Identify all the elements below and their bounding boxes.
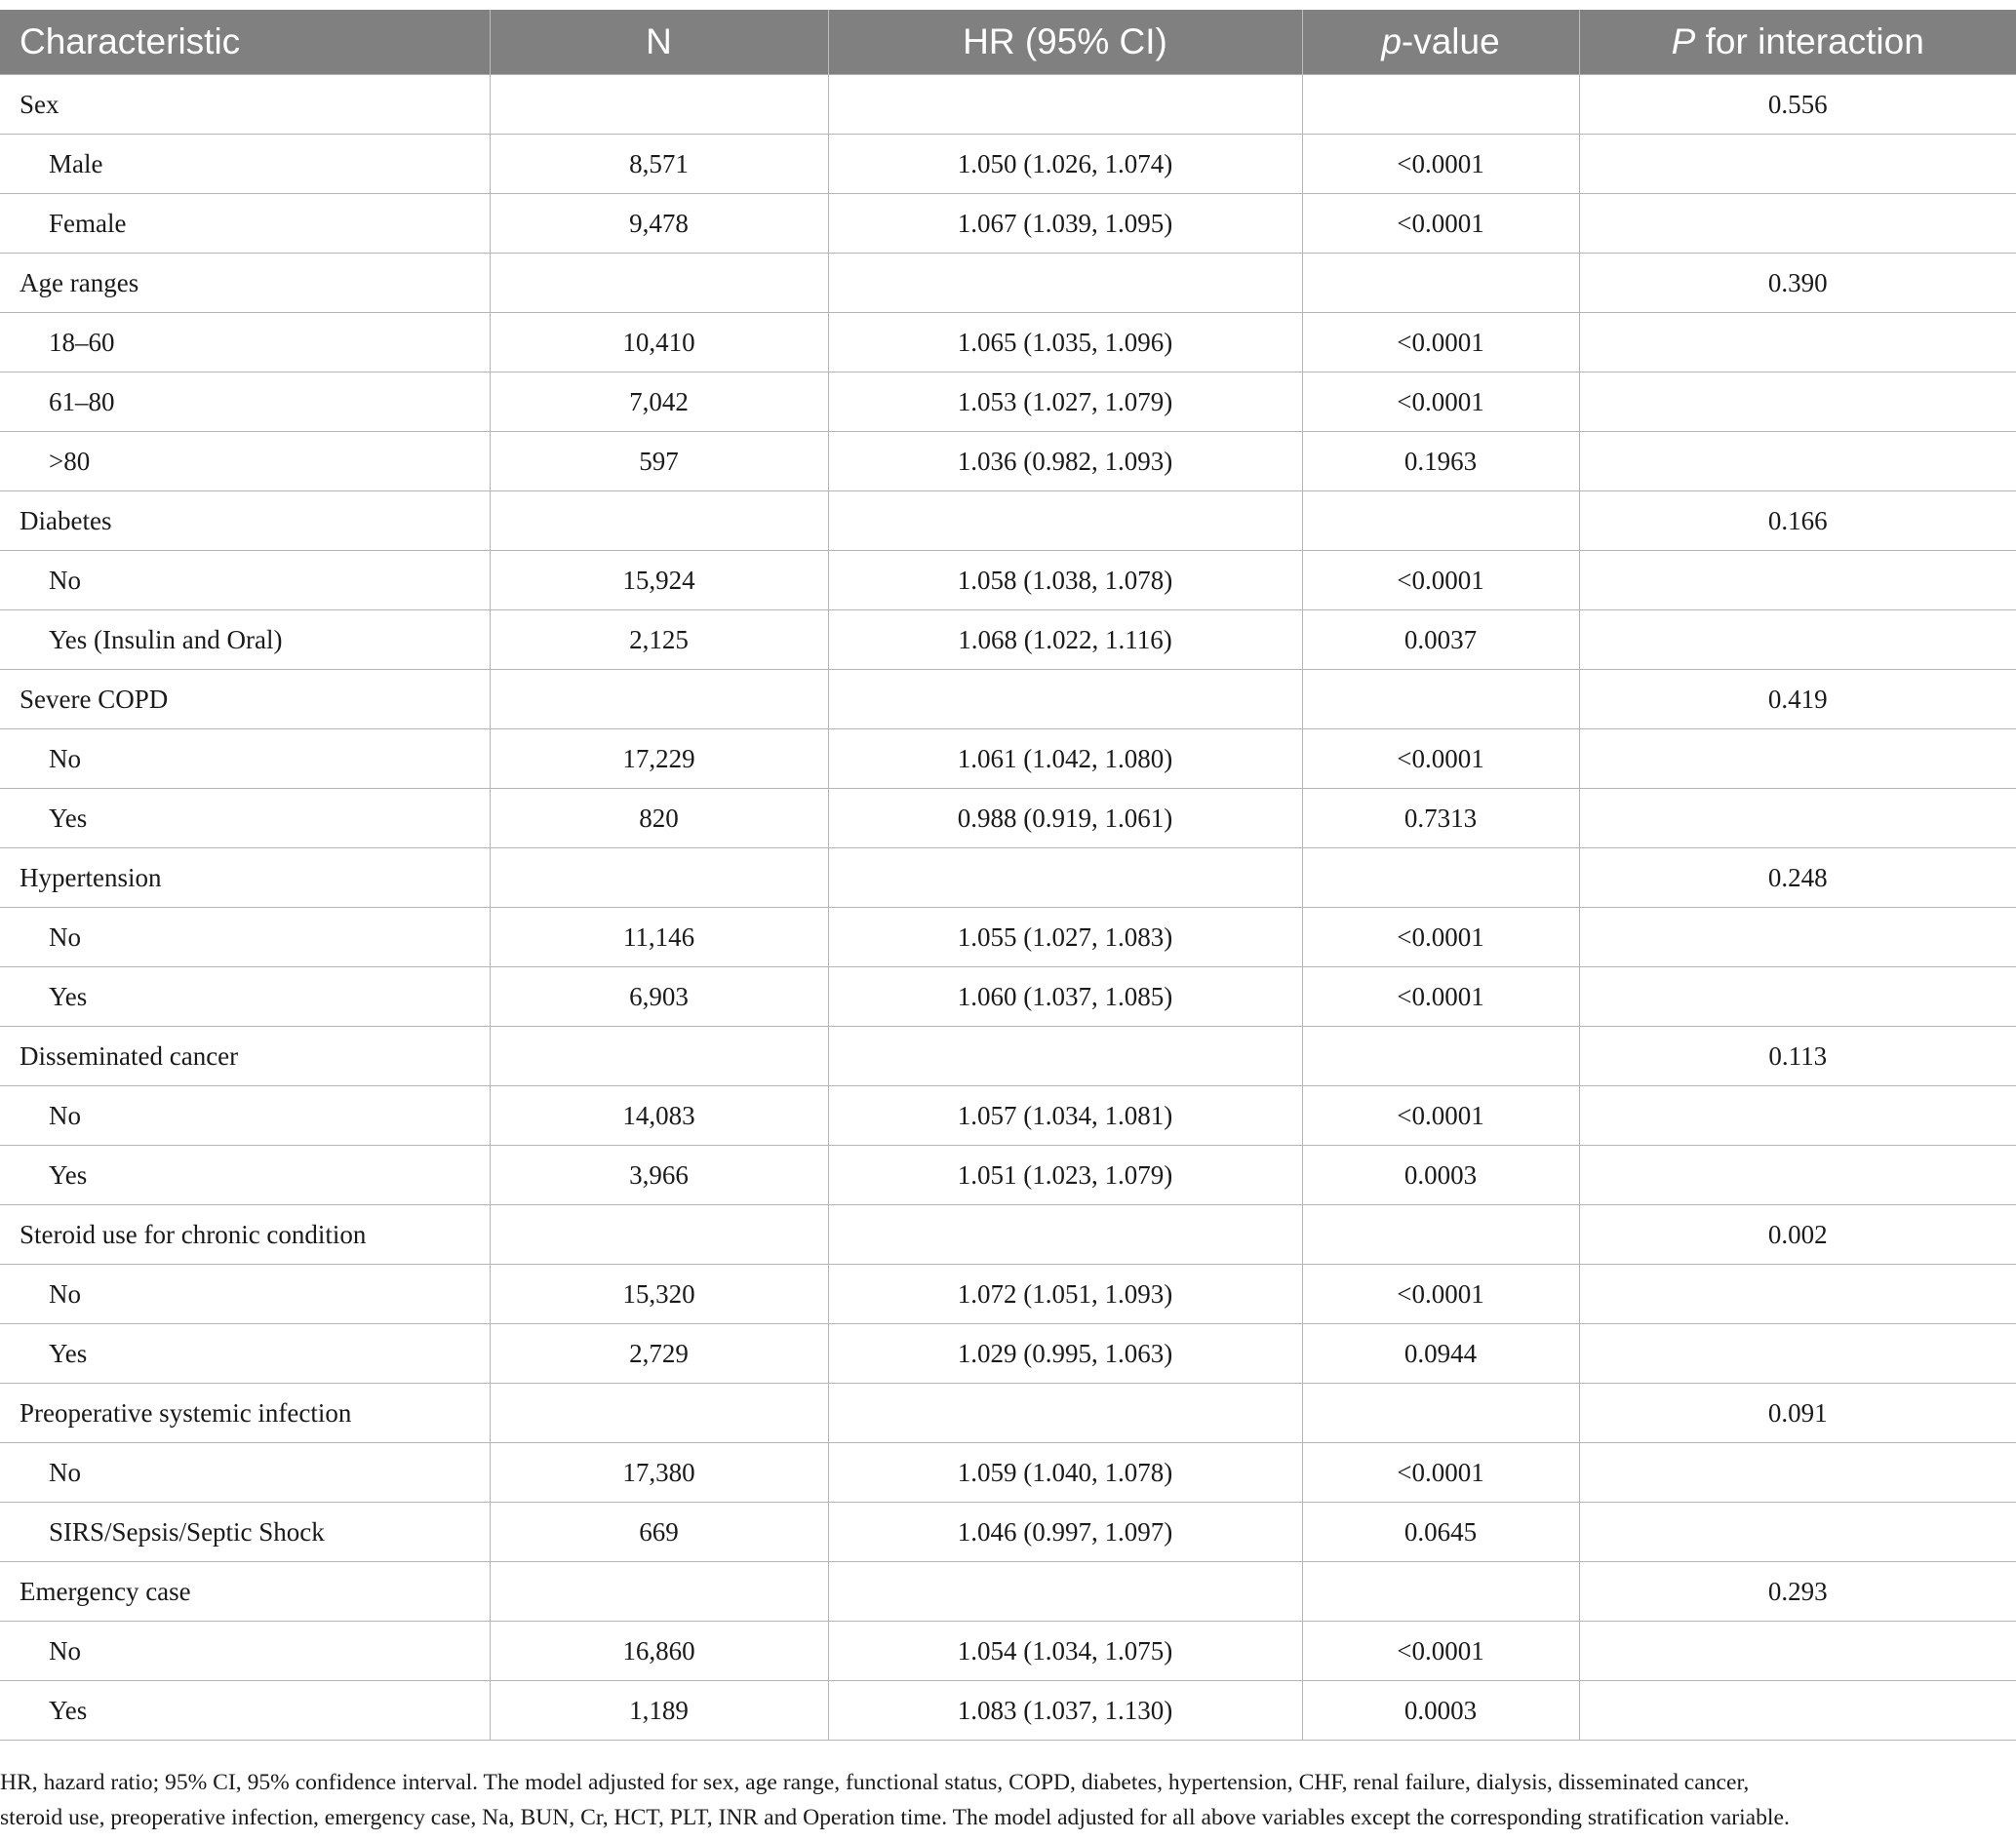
cell-p-interaction: 0.091 <box>1579 1384 2016 1443</box>
cell-p-value: <0.0001 <box>1302 1622 1579 1681</box>
cell-n: 8,571 <box>490 135 828 194</box>
cell-p-value: 0.0037 <box>1302 610 1579 670</box>
table-row-group <box>0 1562 2016 1622</box>
table-row-group <box>0 75 2016 135</box>
cell-characteristic: Female <box>0 194 490 254</box>
footnote-line-1: HR, hazard ratio; 95% CI, 95% confidence interval. The model adjusted for sex, age range, functional status, COPD, diabetes, hypertension, CHF, renal failure, dialysis, disseminated cancer, <box>0 1770 1750 1795</box>
cell-p-interaction <box>1579 194 2016 254</box>
cell-characteristic: SIRS/Sepsis/Septic Shock <box>0 1503 490 1562</box>
cell-p-value: <0.0001 <box>1302 1086 1579 1146</box>
cell-hr <box>828 848 1302 908</box>
cell-hr: 1.029 (0.995, 1.063) <box>828 1324 1302 1384</box>
table-row-subgroup <box>0 1146 2016 1205</box>
cell-hr: 1.059 (1.040, 1.078) <box>828 1443 1302 1503</box>
cell-p-interaction <box>1579 1443 2016 1503</box>
cell-characteristic: No <box>0 1443 490 1503</box>
cell-characteristic: No <box>0 1622 490 1681</box>
results-table-container <box>0 10 2016 1741</box>
header-n: N <box>490 10 828 75</box>
cell-n: 669 <box>490 1503 828 1562</box>
cell-n: 15,924 <box>490 551 828 610</box>
table-row-subgroup <box>0 967 2016 1027</box>
table-row-group <box>0 1384 2016 1443</box>
cell-n <box>490 1384 828 1443</box>
table-header-row <box>0 10 2016 75</box>
table-row-group <box>0 491 2016 551</box>
header-p-interaction-italic: P <box>1671 21 1696 61</box>
cell-p-interaction <box>1579 372 2016 432</box>
table-row-subgroup <box>0 1622 2016 1681</box>
cell-p-interaction <box>1579 1622 2016 1681</box>
cell-p-value: 0.0944 <box>1302 1324 1579 1384</box>
table-row-subgroup <box>0 1265 2016 1324</box>
cell-p-interaction <box>1579 432 2016 491</box>
cell-characteristic: Sex <box>0 75 490 135</box>
cell-n: 17,380 <box>490 1443 828 1503</box>
cell-hr <box>828 1027 1302 1086</box>
cell-p-value: <0.0001 <box>1302 729 1579 789</box>
cell-hr <box>828 670 1302 729</box>
header-p-interaction <box>1579 10 2016 75</box>
cell-characteristic: Yes <box>0 789 490 848</box>
table-row-subgroup <box>0 789 2016 848</box>
cell-p-interaction: 0.248 <box>1579 848 2016 908</box>
cell-p-value <box>1302 1562 1579 1622</box>
header-p-value-italic: p <box>1381 21 1402 61</box>
cell-p-value: 0.0645 <box>1302 1503 1579 1562</box>
cell-p-value: <0.0001 <box>1302 313 1579 372</box>
cell-hr: 1.061 (1.042, 1.080) <box>828 729 1302 789</box>
cell-hr: 1.051 (1.023, 1.079) <box>828 1146 1302 1205</box>
table-row-subgroup <box>0 135 2016 194</box>
cell-n: 16,860 <box>490 1622 828 1681</box>
subgroup-hr-table <box>0 10 2016 1741</box>
cell-n: 1,189 <box>490 1681 828 1741</box>
cell-characteristic: 61–80 <box>0 372 490 432</box>
cell-p-value <box>1302 75 1579 135</box>
cell-characteristic: No <box>0 729 490 789</box>
table-row-subgroup <box>0 908 2016 967</box>
cell-p-value: 0.7313 <box>1302 789 1579 848</box>
table-row-group <box>0 1027 2016 1086</box>
cell-hr: 1.046 (0.997, 1.097) <box>828 1503 1302 1562</box>
cell-n: 2,729 <box>490 1324 828 1384</box>
table-row-subgroup <box>0 1086 2016 1146</box>
cell-p-value: <0.0001 <box>1302 135 1579 194</box>
cell-characteristic: Age ranges <box>0 254 490 313</box>
cell-p-interaction <box>1579 1265 2016 1324</box>
table-footnote <box>0 1765 2009 1835</box>
cell-p-value: 0.0003 <box>1302 1681 1579 1741</box>
cell-hr <box>828 1562 1302 1622</box>
cell-p-value <box>1302 1205 1579 1265</box>
cell-p-interaction <box>1579 313 2016 372</box>
cell-p-interaction: 0.002 <box>1579 1205 2016 1265</box>
cell-characteristic: Disseminated cancer <box>0 1027 490 1086</box>
cell-p-interaction <box>1579 1086 2016 1146</box>
cell-n: 15,320 <box>490 1265 828 1324</box>
cell-hr: 1.054 (1.034, 1.075) <box>828 1622 1302 1681</box>
cell-n: 820 <box>490 789 828 848</box>
cell-n <box>490 75 828 135</box>
cell-n: 14,083 <box>490 1086 828 1146</box>
cell-n <box>490 848 828 908</box>
cell-n: 2,125 <box>490 610 828 670</box>
cell-n: 11,146 <box>490 908 828 967</box>
cell-p-value: 0.1963 <box>1302 432 1579 491</box>
cell-p-interaction <box>1579 1503 2016 1562</box>
cell-n: 597 <box>490 432 828 491</box>
table-row-group <box>0 254 2016 313</box>
header-hr: HR (95% CI) <box>828 10 1302 75</box>
cell-p-interaction <box>1579 789 2016 848</box>
table-row-subgroup <box>0 432 2016 491</box>
cell-characteristic: Hypertension <box>0 848 490 908</box>
cell-characteristic: No <box>0 1265 490 1324</box>
table-row-group <box>0 670 2016 729</box>
cell-p-value: <0.0001 <box>1302 967 1579 1027</box>
cell-n <box>490 1205 828 1265</box>
cell-hr: 1.036 (0.982, 1.093) <box>828 432 1302 491</box>
cell-p-interaction <box>1579 551 2016 610</box>
cell-hr <box>828 254 1302 313</box>
cell-characteristic: Diabetes <box>0 491 490 551</box>
cell-p-interaction <box>1579 1681 2016 1741</box>
cell-characteristic: No <box>0 1086 490 1146</box>
cell-hr <box>828 491 1302 551</box>
table-row-subgroup <box>0 1681 2016 1741</box>
cell-characteristic: Yes <box>0 1146 490 1205</box>
cell-hr: 0.988 (0.919, 1.061) <box>828 789 1302 848</box>
cell-p-value <box>1302 848 1579 908</box>
cell-p-value <box>1302 491 1579 551</box>
cell-p-interaction <box>1579 1324 2016 1384</box>
footnote-line-2: steroid use, preoperative infection, emergency case, Na, BUN, Cr, HCT, PLT, INR and Operation time. The model adjusted for all above variables except the corresponding stratification variable. <box>0 1805 1790 1830</box>
cell-p-value <box>1302 1384 1579 1443</box>
cell-p-interaction: 0.293 <box>1579 1562 2016 1622</box>
table-row-group <box>0 848 2016 908</box>
cell-hr <box>828 1384 1302 1443</box>
table-row-group <box>0 1205 2016 1265</box>
cell-characteristic: No <box>0 551 490 610</box>
cell-hr: 1.053 (1.027, 1.079) <box>828 372 1302 432</box>
cell-p-value: 0.0003 <box>1302 1146 1579 1205</box>
cell-hr: 1.067 (1.039, 1.095) <box>828 194 1302 254</box>
cell-characteristic: Yes <box>0 1681 490 1741</box>
header-p-value <box>1302 10 1579 75</box>
cell-characteristic: Yes (Insulin and Oral) <box>0 610 490 670</box>
cell-characteristic: No <box>0 908 490 967</box>
header-p-interaction-text: for interaction <box>1695 21 1924 61</box>
cell-p-value <box>1302 670 1579 729</box>
cell-p-interaction <box>1579 1146 2016 1205</box>
cell-p-value: <0.0001 <box>1302 551 1579 610</box>
table-row-subgroup <box>0 1443 2016 1503</box>
cell-hr: 1.055 (1.027, 1.083) <box>828 908 1302 967</box>
cell-hr <box>828 75 1302 135</box>
cell-hr: 1.050 (1.026, 1.074) <box>828 135 1302 194</box>
cell-hr: 1.083 (1.037, 1.130) <box>828 1681 1302 1741</box>
cell-n: 3,966 <box>490 1146 828 1205</box>
cell-n: 9,478 <box>490 194 828 254</box>
cell-characteristic: Yes <box>0 1324 490 1384</box>
cell-p-interaction <box>1579 729 2016 789</box>
cell-p-value: <0.0001 <box>1302 1265 1579 1324</box>
cell-p-value: <0.0001 <box>1302 1443 1579 1503</box>
cell-hr <box>828 1205 1302 1265</box>
cell-p-interaction: 0.419 <box>1579 670 2016 729</box>
cell-hr: 1.068 (1.022, 1.116) <box>828 610 1302 670</box>
cell-hr: 1.072 (1.051, 1.093) <box>828 1265 1302 1324</box>
cell-n <box>490 254 828 313</box>
cell-p-interaction: 0.556 <box>1579 75 2016 135</box>
cell-n <box>490 670 828 729</box>
cell-characteristic: Severe COPD <box>0 670 490 729</box>
table-row-subgroup <box>0 729 2016 789</box>
cell-characteristic: >80 <box>0 432 490 491</box>
cell-n <box>490 1027 828 1086</box>
header-characteristic: Characteristic <box>0 10 490 75</box>
table-row-subgroup <box>0 313 2016 372</box>
cell-n: 10,410 <box>490 313 828 372</box>
cell-hr: 1.057 (1.034, 1.081) <box>828 1086 1302 1146</box>
cell-p-value: <0.0001 <box>1302 908 1579 967</box>
cell-p-interaction: 0.166 <box>1579 491 2016 551</box>
cell-characteristic: Male <box>0 135 490 194</box>
table-row-subgroup <box>0 194 2016 254</box>
cell-p-interaction <box>1579 967 2016 1027</box>
cell-n: 7,042 <box>490 372 828 432</box>
cell-p-interaction: 0.113 <box>1579 1027 2016 1086</box>
cell-p-value: <0.0001 <box>1302 194 1579 254</box>
cell-hr: 1.060 (1.037, 1.085) <box>828 967 1302 1027</box>
cell-n <box>490 491 828 551</box>
table-row-subgroup <box>0 1503 2016 1562</box>
cell-n: 6,903 <box>490 967 828 1027</box>
cell-characteristic: Steroid use for chronic condition <box>0 1205 490 1265</box>
cell-p-interaction <box>1579 610 2016 670</box>
cell-p-value: <0.0001 <box>1302 372 1579 432</box>
cell-p-interaction <box>1579 908 2016 967</box>
cell-p-interaction: 0.390 <box>1579 254 2016 313</box>
cell-characteristic: 18–60 <box>0 313 490 372</box>
cell-p-interaction <box>1579 135 2016 194</box>
table-row-subgroup <box>0 372 2016 432</box>
cell-hr: 1.058 (1.038, 1.078) <box>828 551 1302 610</box>
cell-hr: 1.065 (1.035, 1.096) <box>828 313 1302 372</box>
table-row-subgroup <box>0 610 2016 670</box>
cell-n <box>490 1562 828 1622</box>
table-body <box>0 75 2016 1741</box>
cell-n: 17,229 <box>490 729 828 789</box>
cell-characteristic: Preoperative systemic infection <box>0 1384 490 1443</box>
cell-p-value <box>1302 1027 1579 1086</box>
cell-characteristic: Emergency case <box>0 1562 490 1622</box>
table-row-subgroup <box>0 1324 2016 1384</box>
header-p-value-text: -value <box>1401 21 1500 61</box>
cell-characteristic: Yes <box>0 967 490 1027</box>
cell-p-value <box>1302 254 1579 313</box>
table-row-subgroup <box>0 551 2016 610</box>
